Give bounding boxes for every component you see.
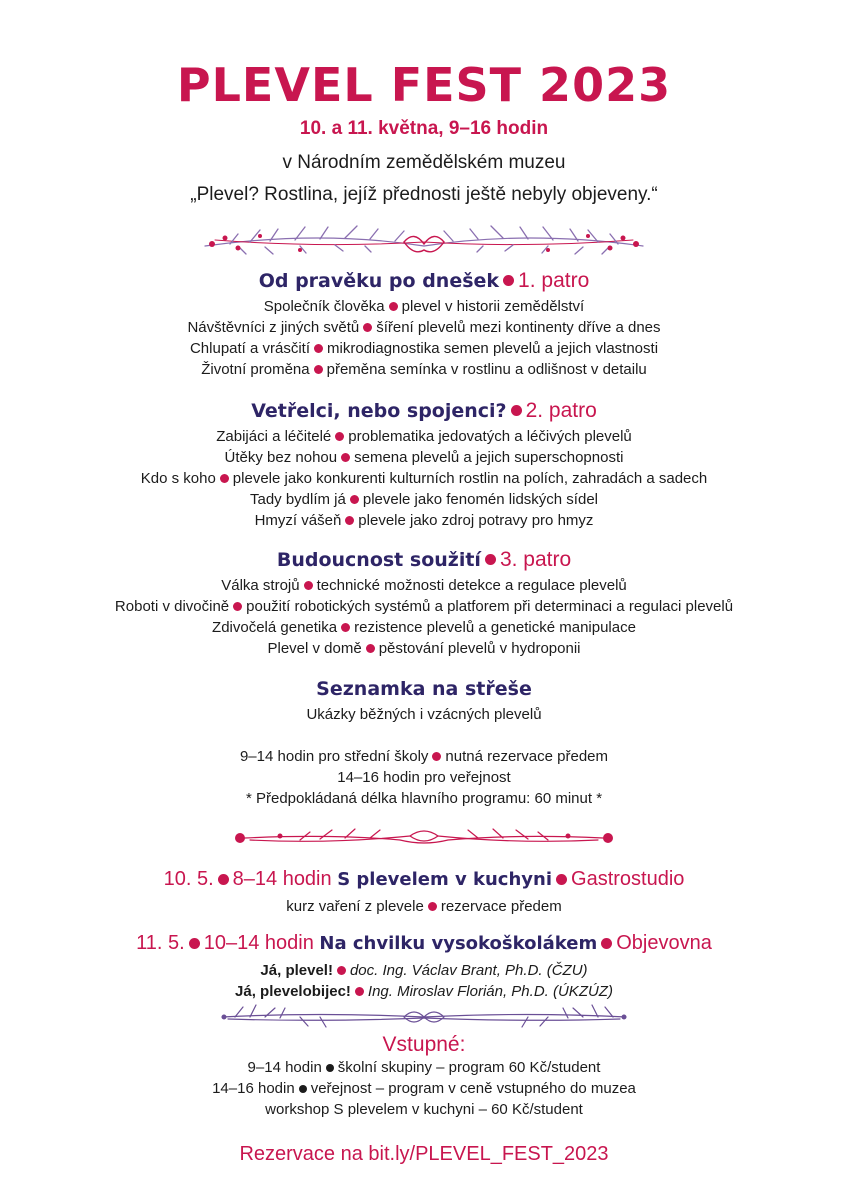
admission-time: 9–14 hodin bbox=[247, 1059, 322, 1076]
talk-row bbox=[0, 960, 848, 981]
section-floor-3 bbox=[0, 547, 848, 659]
bullet-icon bbox=[363, 323, 372, 332]
section-heading bbox=[0, 398, 848, 426]
bullet-icon bbox=[335, 432, 344, 441]
floral-ornament-top bbox=[0, 222, 848, 258]
section-name: Od pravěku po dnešek bbox=[258, 270, 500, 292]
program-row bbox=[0, 447, 848, 468]
bullet-icon bbox=[432, 752, 441, 761]
admission-price: školní skupiny – program 60 Kč/student bbox=[337, 1059, 601, 1076]
event-heading bbox=[0, 930, 848, 960]
floral-ornament-middle bbox=[0, 820, 848, 854]
program-row bbox=[0, 426, 848, 447]
program-desc: použití robotických systémů a platforem při determinaci a regulaci plevelů bbox=[246, 598, 734, 615]
bullet-icon bbox=[299, 1085, 307, 1093]
program-title: Společník člověka bbox=[263, 298, 385, 315]
section-floor: 3. patro bbox=[499, 548, 572, 571]
event-cooking bbox=[0, 866, 848, 917]
festival-dates: 10. a 11. května, 9–16 hodin bbox=[299, 118, 549, 139]
schedule-note: nutná rezervace předem bbox=[445, 748, 609, 765]
program-row bbox=[0, 338, 848, 359]
program-row bbox=[0, 468, 848, 489]
bullet-icon bbox=[389, 302, 398, 311]
bullet-icon bbox=[428, 902, 437, 911]
program-desc: šíření plevelů mezi kontinenty dříve a dnes bbox=[376, 319, 661, 336]
program-row bbox=[0, 296, 848, 317]
section-roof bbox=[0, 676, 848, 809]
section-floor: 2. patro bbox=[525, 399, 597, 422]
bullet-icon bbox=[355, 987, 364, 996]
program-row bbox=[0, 575, 848, 596]
event-heading bbox=[0, 866, 848, 896]
event-detail-right: rezervace předem bbox=[440, 898, 562, 915]
program-row bbox=[0, 317, 848, 338]
motto: „Plevel? Rostlina, jejíž přednosti ještě nebyly objeveny.“ bbox=[190, 184, 658, 205]
bullet-icon bbox=[220, 474, 229, 483]
page-title: PLEVEL FEST 2023 bbox=[176, 58, 672, 112]
bullet-icon bbox=[233, 602, 242, 611]
bullet-icon bbox=[601, 938, 612, 949]
schedule-time: 9–14 hodin pro střední školy bbox=[239, 748, 429, 765]
bullet-icon bbox=[345, 516, 354, 525]
program-title: Útěky bez nohou bbox=[224, 449, 338, 466]
program-desc: plevele jako konkurenti kulturních rostlin na polích, zahradách a sadech bbox=[232, 470, 708, 487]
bullet-icon bbox=[218, 874, 229, 885]
event-time: 10–14 hodin bbox=[203, 932, 314, 954]
section-heading bbox=[0, 547, 848, 575]
admission bbox=[0, 1033, 848, 1120]
program-title: Tady bydlím já bbox=[249, 491, 346, 508]
admission-row bbox=[0, 1078, 848, 1099]
program-row bbox=[0, 638, 848, 659]
program-title: Válka strojů bbox=[221, 577, 300, 594]
program-desc: semena plevelů a jejich superschopnosti bbox=[354, 449, 624, 466]
program-desc: plevele jako fenomén lidských sídel bbox=[362, 491, 598, 508]
section-heading bbox=[0, 676, 848, 704]
program-desc: problematika jedovatých a léčivých plevelů bbox=[348, 428, 632, 445]
program-title: Hmyzí vášeň bbox=[254, 512, 342, 529]
program-desc: mikrodiagnostika semen plevelů a jejich vlastnosti bbox=[327, 340, 659, 357]
event-name: Na chvilku vysokoškolákem bbox=[319, 933, 598, 954]
talk-speaker: Ing. Miroslav Florián, Ph.D. (ÚKZÚZ) bbox=[367, 983, 613, 1000]
program-desc: rezistence plevelů a genetické manipulace bbox=[354, 619, 636, 636]
program-title: Návštěvníci z jiných světů bbox=[187, 319, 360, 336]
admission-price: veřejnost – program v ceně vstupného do muzea bbox=[310, 1080, 636, 1097]
bullet-icon bbox=[511, 405, 522, 416]
bullet-icon bbox=[503, 275, 514, 286]
bullet-icon bbox=[350, 495, 359, 504]
program-desc: technické možnosti detekce a regulace plevelů bbox=[316, 577, 627, 594]
venue: v Národním zemědělském muzeu bbox=[282, 152, 566, 173]
schedule-row bbox=[0, 746, 848, 767]
section-floor-2 bbox=[0, 398, 848, 531]
roof-subtitle: Ukázky běžných i vzácných plevelů bbox=[306, 706, 542, 723]
program-row bbox=[0, 359, 848, 380]
bullet-icon bbox=[326, 1064, 334, 1072]
bullet-icon bbox=[556, 874, 567, 885]
program-title: Zdivočelá genetika bbox=[212, 619, 338, 636]
section-name: Budoucnost soužití bbox=[276, 549, 481, 571]
talk-title: Já, plevelobijec! bbox=[235, 983, 351, 1000]
section-name: Seznamka na střeše bbox=[316, 678, 532, 700]
event-date: 11. 5. bbox=[136, 932, 185, 954]
bullet-icon bbox=[366, 644, 375, 653]
event-name: S plevelem v kuchyni bbox=[337, 869, 553, 890]
event-detail-left: kurz vaření z plevele bbox=[286, 898, 424, 915]
spacer bbox=[0, 725, 848, 746]
bullet-icon bbox=[314, 365, 323, 374]
bullet-icon bbox=[314, 344, 323, 353]
program-title: Plevel v domě bbox=[267, 640, 362, 657]
bullet-icon bbox=[341, 623, 350, 632]
program-desc: pěstování plevelů v hydroponii bbox=[378, 640, 581, 657]
event-date: 10. 5. bbox=[163, 868, 214, 890]
admission-row bbox=[0, 1057, 848, 1078]
section-heading bbox=[0, 268, 848, 296]
event-details bbox=[0, 896, 848, 917]
program-title: Životní proměna bbox=[201, 361, 310, 378]
duration-note: * Předpokládaná délka hlavního programu: 60 minut * bbox=[245, 790, 603, 807]
reservation-link[interactable]: Rezervace na bit.ly/PLEVEL_FEST_2023 bbox=[239, 1143, 609, 1165]
workshop-price: workshop S plevelem v kuchyni – 60 Kč/student bbox=[265, 1101, 583, 1118]
admission-time: 14–16 hodin bbox=[212, 1080, 295, 1097]
talk-row bbox=[0, 981, 848, 1002]
talk-speaker: doc. Ing. Václav Brant, Ph.D. (ČZU) bbox=[349, 962, 588, 979]
program-row bbox=[0, 617, 848, 638]
program-title: Chlupatí a vrásčití bbox=[189, 340, 311, 357]
bullet-icon bbox=[341, 453, 350, 462]
floral-ornament-bottom bbox=[0, 1000, 848, 1034]
section-floor: 1. patro bbox=[518, 269, 590, 292]
program-title: Zabijáci a léčitelé bbox=[216, 428, 332, 445]
bullet-icon bbox=[337, 966, 346, 975]
admission-title: Vstupné: bbox=[382, 1033, 466, 1056]
bullet-icon bbox=[485, 554, 496, 565]
program-title: Kdo s koho bbox=[140, 470, 216, 487]
program-row bbox=[0, 489, 848, 510]
program-row bbox=[0, 510, 848, 531]
program-desc: plevele jako zdroj potravy pro hmyz bbox=[358, 512, 594, 529]
section-name: Vetřelci, nebo spojenci? bbox=[251, 400, 507, 422]
public-hours: 14–16 hodin pro veřejnost bbox=[337, 769, 511, 786]
event-time: 8–14 hodin bbox=[232, 868, 332, 890]
program-row bbox=[0, 596, 848, 617]
talk-title: Já, plevel! bbox=[260, 962, 333, 979]
event-place: Gastrostudio bbox=[571, 868, 685, 890]
program-title: Roboti v divočině bbox=[114, 598, 230, 615]
event-university bbox=[0, 930, 848, 1002]
bullet-icon bbox=[304, 581, 313, 590]
event-place: Objevovna bbox=[616, 932, 712, 954]
bullet-icon bbox=[189, 938, 200, 949]
program-desc: plevel v historii zemědělství bbox=[401, 298, 585, 315]
section-floor-1 bbox=[0, 268, 848, 380]
program-desc: přeměna semínka v rostlinu a odlišnost v detailu bbox=[326, 361, 647, 378]
